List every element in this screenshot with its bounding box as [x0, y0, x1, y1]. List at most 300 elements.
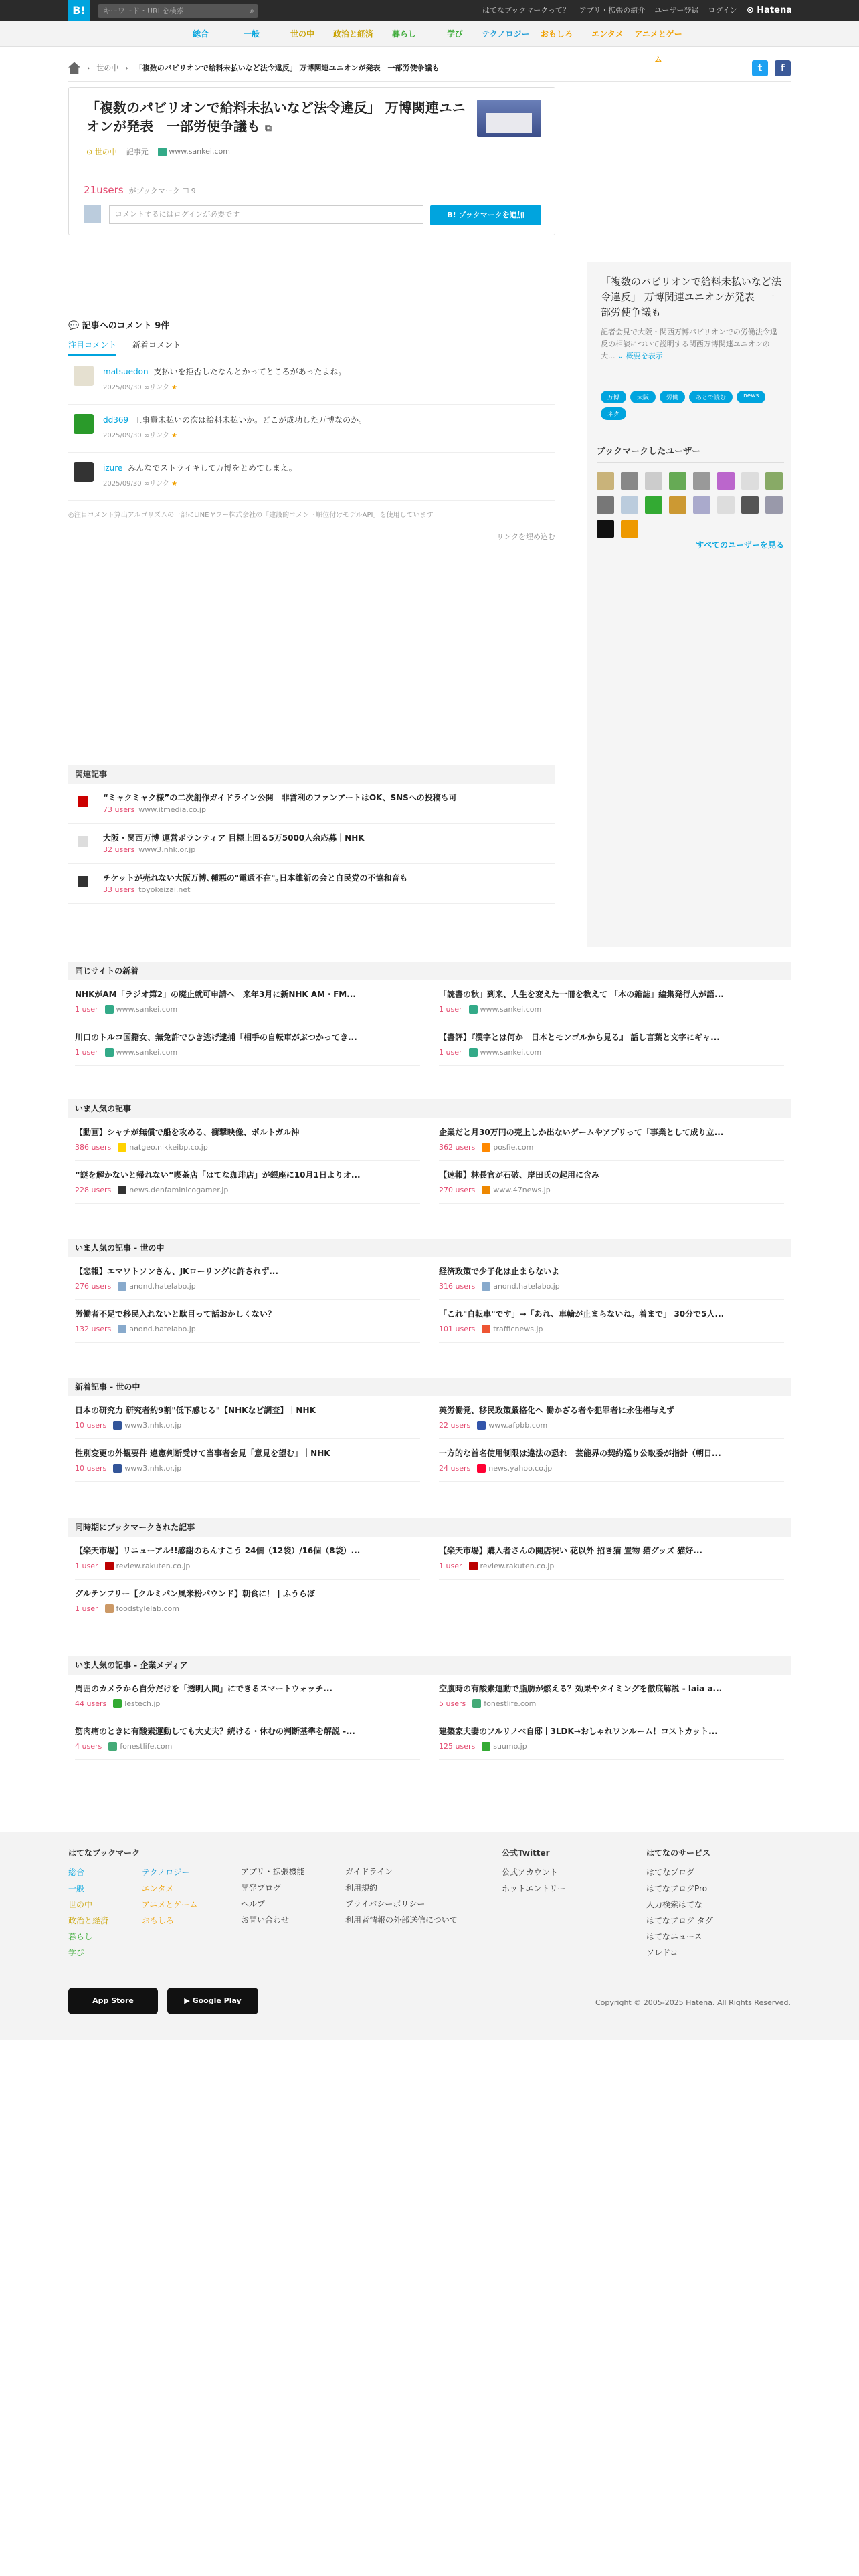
comment-line: [103, 462, 297, 473]
article-meta: [439, 1186, 784, 1194]
footer-col-services: [646, 1847, 713, 1963]
facebook-share-icon[interactable]: f: [775, 60, 791, 76]
bookmark-user-avatar[interactable]: [597, 472, 614, 490]
sidebar: [587, 262, 791, 947]
comment-date[interactable]: 2025/09/30: [103, 480, 142, 488]
comment-link[interactable]: リンク: [149, 480, 169, 488]
article-title[interactable]: “謎を解かないと帰れない”喫茶店「はてな珈琲店」が銀座に10月1日よりオ...: [75, 1170, 361, 1180]
article-title[interactable]: 【動画】シャチが無償で船を攻める、衝撃映像、ポルトガル沖: [75, 1128, 300, 1137]
footer-link[interactable]: プライバシーポリシー: [345, 1899, 425, 1909]
site-favicon-icon: [477, 1421, 486, 1430]
article-users[interactable]: 5 users: [439, 1699, 466, 1708]
article-item[interactable]: [439, 1118, 784, 1161]
footer-link[interactable]: 一般: [68, 1884, 85, 1893]
comment-meta: [103, 477, 297, 488]
article-users[interactable]: 22 users: [439, 1421, 471, 1430]
commenter-avatar[interactable]: [74, 366, 94, 386]
users-count[interactable]: 21users: [84, 184, 124, 196]
footer-link[interactable]: 総合: [68, 1868, 85, 1877]
related-item[interactable]: [68, 784, 555, 824]
home-icon[interactable]: [68, 62, 80, 74]
article-users[interactable]: 1 user: [75, 1005, 98, 1014]
comment-body: [103, 414, 367, 439]
comments-count: 9件: [155, 321, 170, 331]
bookmark-user-avatar[interactable]: [765, 496, 783, 514]
article-users[interactable]: 1 user: [75, 1048, 98, 1057]
section-heading: いま人気の記事 - 世の中: [68, 1239, 791, 1257]
commenter-name[interactable]: matsuedon: [103, 367, 149, 377]
article-item[interactable]: [439, 1675, 784, 1717]
bookmark-user-avatar[interactable]: [597, 520, 614, 538]
related-title[interactable]: “ミャクミャク様”の二次創作ガイドライン公開 非営利のファンアートはOK、SNSへの投稿も可: [103, 793, 457, 802]
section-heading: 同時期にブックマークされた記事: [68, 1518, 791, 1537]
article-site: www.sankei.com: [480, 1048, 542, 1057]
article-users[interactable]: 276 users: [75, 1282, 112, 1291]
commenter-name[interactable]: izure: [103, 463, 123, 473]
article-title[interactable]: 日本の研究力 研究者約9割"低下感じる"【NHKなど調査】｜NHK: [75, 1406, 316, 1415]
site-favicon-icon: [469, 1005, 478, 1014]
comment-item: [68, 405, 555, 453]
site-favicon-icon: [118, 1325, 126, 1333]
article-title[interactable]: 建築家夫妻のフルリノベ自邸｜3LDK→おしゃれワンルーム！コストカット...: [439, 1727, 718, 1736]
site-favicon-icon: [113, 1699, 122, 1708]
category-tab-1[interactable]: 一般: [243, 29, 260, 39]
comment-link[interactable]: リンク: [149, 432, 169, 439]
article-item[interactable]: [439, 1396, 784, 1439]
site-favicon-icon: [108, 1742, 117, 1751]
article-title[interactable]: NHKがAM「ラジオ第2」の廃止就可申請へ 来年3月に新NHK AM・FM...: [75, 990, 356, 999]
article-users[interactable]: 101 users: [439, 1325, 476, 1333]
article-site: www.sankei.com: [480, 1005, 542, 1014]
entry-title-text[interactable]: 「複数のパビリオンで給料未払いなど法令違反」 万博関連ユニオンが発表 一部労使争議も: [86, 100, 466, 134]
category-tab-8[interactable]: エンタメ: [591, 29, 624, 39]
footer-link[interactable]: 開発ブログ: [241, 1883, 282, 1893]
bookmark-user-avatar[interactable]: [693, 472, 710, 490]
bookmark-user-avatar[interactable]: [717, 472, 735, 490]
site-favicon-icon: [105, 1562, 114, 1570]
related-users[interactable]: 33 users: [103, 885, 135, 894]
footer-link[interactable]: ガイドライン: [345, 1867, 393, 1876]
article-title[interactable]: 一方的な首名使用制限は違法の恐れ 芸能界の契約巡り公取委が指針（朝日...: [439, 1448, 721, 1458]
bookmark-user-avatar[interactable]: [765, 472, 783, 490]
site-favicon-icon: [105, 1604, 114, 1613]
footer-link[interactable]: 政治と経済: [68, 1916, 109, 1925]
article-item[interactable]: [75, 1257, 420, 1300]
article-title[interactable]: 【速報】林長官が石破、岸田氏の起用に含み: [439, 1170, 600, 1180]
site-favicon-icon: [477, 1464, 486, 1473]
footer-link[interactable]: テクノロジー: [142, 1868, 190, 1877]
article-users[interactable]: 316 users: [439, 1282, 476, 1291]
bookmark-user-avatar[interactable]: [669, 472, 686, 490]
footer-col-apps: [241, 1866, 305, 1930]
article-title[interactable]: 空腹時の有酸素運動で脂肪が燃える？効果やタイミングを徹底解説 - laia a...: [439, 1684, 723, 1693]
add-bookmark-button[interactable]: B! ブックマークを追加: [430, 205, 541, 225]
breadcrumb-sep: ›: [125, 63, 128, 72]
comments-heading-text: 記事へのコメント: [82, 321, 152, 331]
section-heading: 新着記事 - 世の中: [68, 1378, 791, 1396]
login-link[interactable]: ログイン: [708, 6, 737, 15]
bookmark-user-avatar[interactable]: [741, 496, 759, 514]
site-favicon-icon: [469, 1048, 478, 1057]
hatena-brand-label: Hatena: [757, 5, 792, 15]
article-meta: [75, 1604, 420, 1613]
star-icon[interactable]: ★: [169, 432, 178, 439]
article-title[interactable]: 企業だと月30万円の売上しか出ないゲームやアプリって「事業として成り立...: [439, 1128, 724, 1137]
commenter-avatar[interactable]: [74, 462, 94, 482]
category-tab-5[interactable]: 学び: [446, 29, 463, 39]
article-item[interactable]: [439, 1300, 784, 1343]
breadcrumb: [68, 55, 791, 82]
site-favicon-icon: [482, 1282, 490, 1291]
article-meta: [439, 1562, 784, 1570]
footer-link[interactable]: はてなブログPro: [646, 1884, 708, 1893]
footer: [0, 1832, 859, 2040]
footer-link[interactable]: アニメとゲーム: [142, 1900, 198, 1909]
play-icon: ▶: [184, 1996, 190, 2005]
star-icon[interactable]: ★: [169, 480, 178, 488]
tag-1[interactable]: 大阪: [630, 391, 656, 403]
comment-item: [68, 453, 555, 501]
comment-date[interactable]: 2025/09/30: [103, 384, 142, 391]
article-site: www.afpbb.com: [488, 1421, 548, 1430]
article-meta: [75, 1742, 420, 1751]
twitter-share-icon[interactable]: t: [752, 60, 768, 76]
entry-category[interactable]: ⊙ 世の中: [86, 148, 117, 156]
article-title[interactable]: 周囲のカメラから自分だけを「透明人間」にできるスマートウォッチ...: [75, 1684, 332, 1693]
section-grid: [68, 980, 791, 1066]
entry-card: [68, 87, 555, 235]
article-users[interactable]: 386 users: [75, 1143, 112, 1152]
embed-link[interactable]: リンクを埋め込む: [496, 532, 555, 541]
article-title[interactable]: 経済政策で少子化は止まらないよ: [439, 1267, 560, 1276]
footer-categories-a: [68, 1866, 108, 1963]
bookmark-label: がブックマーク: [128, 187, 180, 195]
article-site: trafficnews.jp: [493, 1325, 543, 1333]
search-icon[interactable]: ⌕: [250, 6, 254, 15]
related-heading: 関連記事: [68, 765, 555, 784]
footer-link[interactable]: 人力検索はてな: [646, 1900, 703, 1909]
section-heading: いま人気の記事: [68, 1099, 791, 1118]
related-meta: [103, 845, 195, 854]
search-input[interactable]: [98, 4, 258, 18]
article-title[interactable]: 川口のトルコ国籍女、無免許でひき逃げ逮捕「相手の自転車がぶつかってき...: [75, 1033, 357, 1042]
tag-5[interactable]: ネタ: [601, 407, 626, 420]
article-site: review.rakuten.co.jp: [480, 1562, 555, 1570]
related-site: www3.nhk.or.jp: [138, 845, 196, 854]
section-grid: [68, 1257, 791, 1343]
category-tab-2[interactable]: 世の中: [290, 29, 314, 39]
article-title[interactable]: 「読書の秋」到来、人生を変えた一冊を教えて 「本の雑誌」編集発行人が語...: [439, 990, 724, 999]
footer-bookmark-heading: はてなブックマーク: [68, 1848, 140, 1858]
entry-thumbnail[interactable]: [477, 100, 541, 137]
article-item[interactable]: [439, 1023, 784, 1066]
footer-twitter-heading: 公式Twitter: [502, 1848, 550, 1858]
category-tab-9[interactable]: アニメとゲーム: [634, 29, 682, 64]
article-users[interactable]: 1 user: [75, 1562, 98, 1570]
register-link[interactable]: ユーザー登録: [654, 6, 699, 15]
category-tab-3[interactable]: 政治と経済: [332, 29, 373, 39]
article-users[interactable]: 1 user: [75, 1604, 98, 1613]
category-tab-0[interactable]: 総合: [192, 29, 209, 39]
article-meta: [439, 1005, 784, 1014]
comment-line: [103, 414, 367, 425]
related-item[interactable]: [68, 824, 555, 864]
tag-3[interactable]: あとで読む: [689, 391, 733, 403]
tab-popular[interactable]: 注目コメント: [68, 339, 116, 356]
article-meta: [75, 1005, 420, 1014]
article-users[interactable]: 24 users: [439, 1464, 471, 1473]
article-item[interactable]: [75, 1396, 420, 1439]
article-meta: [439, 1143, 784, 1152]
footer-link[interactable]: 世の中: [68, 1900, 93, 1909]
user-avatar: [84, 205, 101, 223]
article-item[interactable]: [75, 980, 420, 1023]
footer-link[interactable]: お問い合わせ: [241, 1915, 290, 1925]
top-links: [482, 0, 792, 21]
category-nav: [0, 21, 859, 64]
sidebar-title[interactable]: 「複数のパビリオンで給料未払いなど法令違反」 万博関連ユニオンが発表 一部労使争議も: [601, 276, 781, 318]
bookmark-user-avatar[interactable]: [741, 472, 759, 490]
footer-col-twitter: [502, 1847, 566, 1899]
section-grid: [68, 1537, 791, 1622]
bookmark-user-avatar[interactable]: [621, 472, 638, 490]
footer-link[interactable]: 公式アカウント: [502, 1868, 558, 1877]
comment-line: [103, 366, 346, 377]
article-users[interactable]: 10 users: [75, 1421, 107, 1430]
article-site: natgeo.nikkeibp.co.jp: [129, 1143, 208, 1152]
article-meta: [439, 1048, 784, 1057]
google-play-button[interactable]: [167, 1988, 258, 2014]
article-meta: [75, 1186, 420, 1194]
article-item[interactable]: [75, 1580, 420, 1622]
article-users[interactable]: 228 users: [75, 1186, 112, 1194]
article-item[interactable]: [75, 1118, 420, 1161]
hatena-brand[interactable]: ⊙ Hatena: [746, 5, 792, 15]
article-site: review.rakuten.co.jp: [116, 1562, 191, 1570]
footer-link[interactable]: ソレドコ: [646, 1948, 678, 1957]
footer-link[interactable]: 利用者情報の外部送信について: [345, 1915, 458, 1925]
breadcrumb-category[interactable]: 世の中: [96, 63, 119, 72]
bookmark-user-avatar[interactable]: [669, 496, 686, 514]
article-users[interactable]: 270 users: [439, 1186, 476, 1194]
article-site: anond.hatelabo.jp: [129, 1325, 196, 1333]
app-store-button[interactable]: [68, 1988, 158, 2014]
article-title[interactable]: 英労働党、移民政策厳格化へ 働かざる者や犯罪者に永住権与えず: [439, 1406, 675, 1415]
article-item[interactable]: [439, 1537, 784, 1580]
article-meta: [75, 1048, 420, 1057]
source-domain: www.sankei.com: [169, 147, 230, 156]
footer-link[interactable]: エンタメ: [142, 1884, 174, 1893]
article-site: anond.hatelabo.jp: [493, 1282, 560, 1291]
comment-link-icon: ∞: [141, 384, 150, 391]
footer-link[interactable]: 暮らし: [68, 1932, 93, 1941]
category-tab-7[interactable]: おもしろ: [540, 29, 573, 39]
article-section: [68, 1378, 791, 1482]
search-placeholder: キーワード・URLを検索: [103, 7, 184, 15]
article-item[interactable]: [75, 1300, 420, 1343]
bookmark-user-avatar[interactable]: [597, 496, 614, 514]
article-item[interactable]: [75, 1537, 420, 1580]
tag-0[interactable]: 万博: [601, 391, 626, 403]
site-favicon-icon: [105, 1048, 114, 1057]
category-tab-6[interactable]: テクノロジー: [482, 29, 530, 39]
about-link[interactable]: はてなブックマークって？: [482, 6, 570, 15]
footer-link[interactable]: ヘルプ: [241, 1899, 266, 1909]
copyright: Copyright © 2005-2025 Hatena. All Rights Reserved.: [595, 1998, 791, 2007]
footer-link[interactable]: おもしろ: [142, 1916, 175, 1925]
article-site: www.sankei.com: [116, 1005, 178, 1014]
related-site: toyokeizai.net: [138, 885, 191, 894]
commenter-avatar[interactable]: [74, 414, 94, 434]
commenter-name[interactable]: dd369: [103, 415, 129, 425]
article-item[interactable]: [439, 1161, 784, 1204]
comment-tabs: [68, 339, 555, 356]
section-grid: [68, 1675, 791, 1760]
related-title[interactable]: チケットが売れない大阪万博､種悪の"電通不在"｡日本維新の会と自民党の不協和音も: [103, 873, 408, 883]
footer-col-bookmark: [68, 1847, 197, 1963]
google-play-label: Google Play: [192, 1996, 242, 2005]
article-item[interactable]: [439, 1257, 784, 1300]
related-meta: [103, 805, 206, 814]
footer-link[interactable]: ホットエントリー: [502, 1884, 566, 1893]
article-users[interactable]: 1 user: [439, 1005, 462, 1014]
comment-input[interactable]: コメントするにはログインが必要です: [109, 205, 423, 224]
all-users-link[interactable]: すべてのユーザーを見る: [696, 540, 784, 550]
article-site: www3.nhk.or.jp: [124, 1464, 182, 1473]
tab-new[interactable]: 新着コメント: [132, 340, 181, 350]
comment-count: 9: [191, 187, 196, 195]
article-item[interactable]: [439, 980, 784, 1023]
article-title[interactable]: 筋肉痛のときに有酸素運動しても大丈夫？続ける・休むの判断基準を解説 -...: [75, 1727, 355, 1736]
footer-link[interactable]: はてなブログ タグ: [646, 1916, 713, 1925]
bookmark-user-avatar[interactable]: [621, 496, 638, 514]
hatena-bookmark-logo[interactable]: B!: [68, 0, 90, 21]
article-title[interactable]: 【書評】『漢字とは何か 日本とモンゴルから見る』 話し言葉と文字にギャ...: [439, 1033, 720, 1042]
comment-link[interactable]: リンク: [149, 384, 169, 391]
article-meta: [439, 1742, 784, 1751]
footer-categories: [68, 1866, 197, 1963]
site-favicon-icon: [482, 1742, 490, 1751]
article-users[interactable]: 125 users: [439, 1742, 476, 1751]
article-item[interactable]: [439, 1717, 784, 1760]
article-item[interactable]: [75, 1439, 420, 1482]
article-site: www.sankei.com: [116, 1048, 178, 1057]
site-favicon-icon: [472, 1699, 481, 1708]
comment-date[interactable]: 2025/09/30: [103, 432, 142, 439]
article-users[interactable]: 1 user: [439, 1048, 462, 1057]
related-title[interactable]: 大阪・関西万博 運営ボランティア 目標上回る5万5000人余応募｜NHK: [103, 833, 365, 843]
article-meta: [439, 1699, 784, 1708]
apps-link[interactable]: アプリ・拡張の紹介: [579, 6, 646, 15]
site-favicon-icon: [78, 876, 88, 887]
footer-link[interactable]: はてなブログ: [646, 1868, 695, 1877]
comment-link-icon: ∞: [141, 480, 150, 488]
article-meta: [439, 1325, 784, 1333]
footer-services-list: [646, 1866, 713, 1958]
article-users[interactable]: 362 users: [439, 1143, 476, 1152]
comment-icon: ☐: [182, 187, 189, 195]
article-item[interactable]: [75, 1023, 420, 1066]
article-users[interactable]: 10 users: [75, 1464, 107, 1473]
article-meta: [75, 1562, 420, 1570]
site-favicon-icon: [118, 1282, 126, 1291]
section-grid: [68, 1396, 791, 1482]
article-site: foodstylelab.com: [116, 1604, 179, 1613]
footer-link[interactable]: 学び: [68, 1948, 85, 1957]
bookmark-user-avatar[interactable]: [621, 520, 638, 538]
footer-link[interactable]: はてなニュース: [646, 1932, 702, 1941]
show-summary-link[interactable]: ⌄ 概要を表示: [617, 352, 663, 360]
bookmark-user-avatar[interactable]: [693, 496, 710, 514]
site-favicon-icon: [469, 1562, 478, 1570]
related-users[interactable]: 32 users: [103, 845, 135, 854]
article-users[interactable]: 4 users: [75, 1742, 102, 1751]
article-item[interactable]: [75, 1161, 420, 1204]
article-section: [68, 1518, 791, 1622]
comments-section: [68, 318, 555, 519]
star-icon[interactable]: ★: [169, 384, 178, 391]
article-item[interactable]: [75, 1717, 420, 1760]
entry-title[interactable]: [86, 98, 474, 138]
comments-heading: [68, 318, 555, 331]
article-site: anond.hatelabo.jp: [129, 1282, 196, 1291]
source-link[interactable]: [158, 147, 230, 156]
article-item[interactable]: [439, 1439, 784, 1482]
comment-list: [68, 356, 555, 501]
article-title[interactable]: 【悲報】エマワトソンさん、JKローリングに許されず...: [75, 1267, 278, 1276]
bookmark-user-avatar[interactable]: [645, 472, 662, 490]
external-link-icon[interactable]: ⧉: [264, 123, 272, 134]
footer-link[interactable]: 利用規約: [345, 1883, 378, 1893]
tag-4[interactable]: news: [737, 391, 765, 403]
article-title[interactable]: 【楽天市場】購入者さんの開店祝い 花以外 招き猫 置物 猫グッズ 猫好...: [439, 1546, 702, 1555]
article-title[interactable]: 労働者不足で移民入れないと駄目って話おかしくない？: [75, 1309, 276, 1319]
category-tab-4[interactable]: 暮らし: [391, 29, 416, 39]
footer-twitter-list: [502, 1866, 566, 1894]
bookmark-user-avatar[interactable]: [645, 496, 662, 514]
article-title[interactable]: グルテンフリー【クルミパン風米粉パウンド】朝食に！ | ふうらぼ: [75, 1589, 315, 1598]
article-site: fonestlife.com: [484, 1699, 537, 1708]
related-site: www.itmedia.co.jp: [138, 805, 206, 814]
comment-body: [103, 462, 297, 488]
tag-2[interactable]: 労働: [660, 391, 685, 403]
article-title[interactable]: 性別変更の外観要件 違憲判断受けて当事者会見「意見を望む」｜NHK: [75, 1448, 330, 1458]
article-meta: [75, 1143, 420, 1152]
article-users[interactable]: 132 users: [75, 1325, 112, 1333]
related-users[interactable]: 73 users: [103, 805, 135, 814]
bookmark-count: [84, 184, 196, 196]
article-meta: [439, 1282, 784, 1291]
comment-text: みんなでストライキして万博をとめてしまえ。: [128, 463, 297, 473]
footer-link[interactable]: アプリ・拡張機能: [241, 1867, 305, 1876]
bookmark-user-avatar[interactable]: [717, 496, 735, 514]
article-users[interactable]: 44 users: [75, 1699, 107, 1708]
article-users[interactable]: 1 user: [439, 1562, 462, 1570]
breadcrumb-title: 「複数のパビリオンで給料未払いなど法令違反」 万博関連ユニオンが発表 一部労使争議も: [134, 63, 440, 72]
comment-meta: [103, 381, 346, 391]
comment-item: [68, 356, 555, 405]
related-articles: [68, 765, 555, 904]
article-title[interactable]: 【楽天市場】リニューアル!!感謝のちんすこう 24個（12袋）/16個（8袋）...: [75, 1546, 361, 1555]
article-title[interactable]: 「これ"自転車"です」→「あれ、車輪が止まらないね。着まで」 30分で5人...: [439, 1309, 725, 1319]
bookmark-users-grid: [597, 472, 784, 538]
site-favicon-icon: [482, 1186, 490, 1194]
speech-bubble-icon: 💬: [68, 321, 80, 331]
article-section: [68, 1656, 791, 1760]
article-section: [68, 1239, 791, 1343]
article-item[interactable]: [75, 1675, 420, 1717]
related-item[interactable]: [68, 864, 555, 904]
